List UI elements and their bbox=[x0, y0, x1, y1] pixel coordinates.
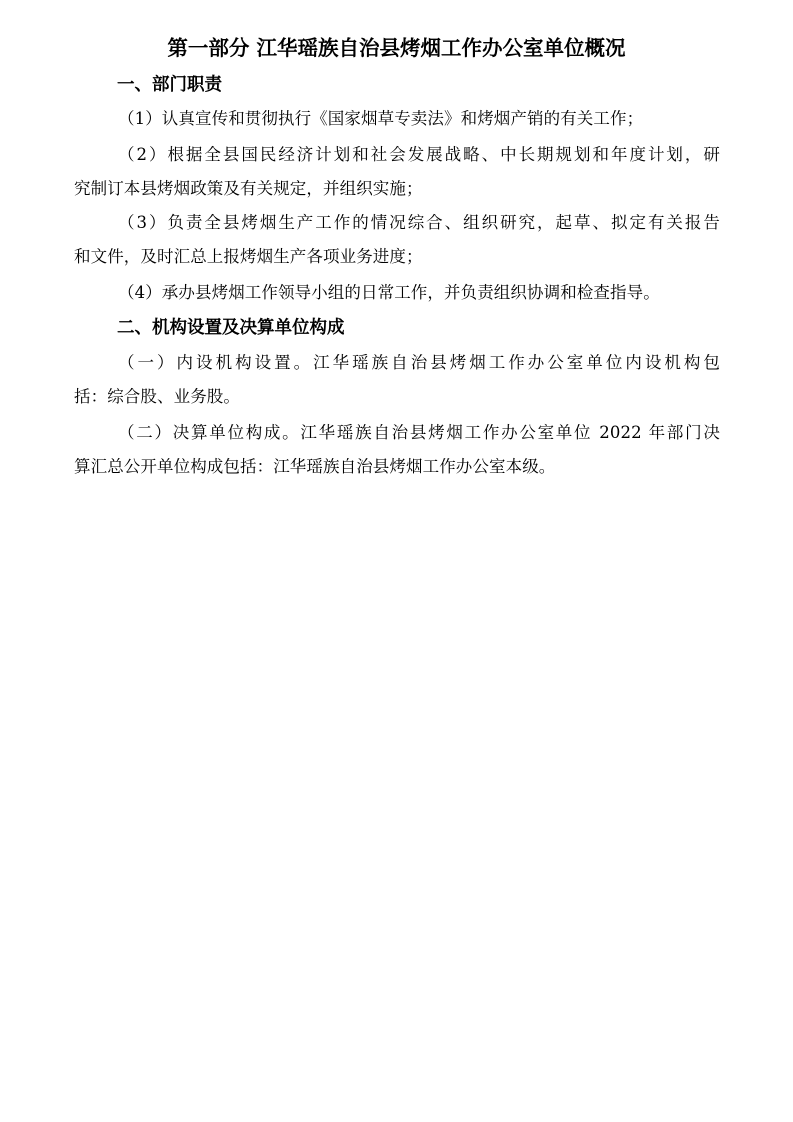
paragraph-line: （一）内设机构设置。江华瑶族自治县烤烟工作办公室单位内设机构包 bbox=[118, 353, 720, 372]
section-heading-duties: 一、部门职责 bbox=[117, 75, 222, 95]
paragraph-line: （4）承办县烤烟工作领导小组的日常工作，并负责组织协调和检查指导。 bbox=[118, 283, 660, 302]
paragraph-line: （1）认真宣传和贯彻执行《国家烟草专卖法》和烤烟产销的有关工作； bbox=[118, 109, 644, 128]
duty-item-3 bbox=[74, 206, 720, 274]
duty-item-2 bbox=[74, 138, 720, 206]
paragraph-line: 括：综合股、业务股。 bbox=[74, 387, 240, 406]
paragraph-line: （2）根据全县国民经济计划和社会发展战略、中长期规划和年度计划，研 bbox=[118, 145, 720, 164]
section-heading-structure: 二、机构设置及决算单位构成 bbox=[117, 318, 345, 338]
duty-item-4 bbox=[74, 276, 720, 310]
structure-item-1 bbox=[74, 346, 720, 414]
paragraph-line: 和文件，及时汇总上报烤烟生产各项业务进度； bbox=[74, 247, 423, 266]
page-title: 第一部分 江华瑶族自治县烤烟工作办公室单位概况 bbox=[167, 36, 626, 60]
paragraph-line: （3）负责全县烤烟生产工作的情况综合、组织研究，起草、拟定有关报告 bbox=[118, 213, 720, 232]
structure-item-2 bbox=[74, 416, 720, 484]
paragraph-line: 究制订本县烤烟政策及有关规定，并组织实施； bbox=[74, 179, 423, 198]
paragraph-line: （二）决算单位构成。江华瑶族自治县烤烟工作办公室单位 2022 年部门决 bbox=[118, 423, 720, 442]
duty-item-1 bbox=[74, 102, 720, 136]
paragraph-line: 算汇总公开单位构成包括：江华瑶族自治县烤烟工作办公室本级。 bbox=[74, 457, 556, 476]
